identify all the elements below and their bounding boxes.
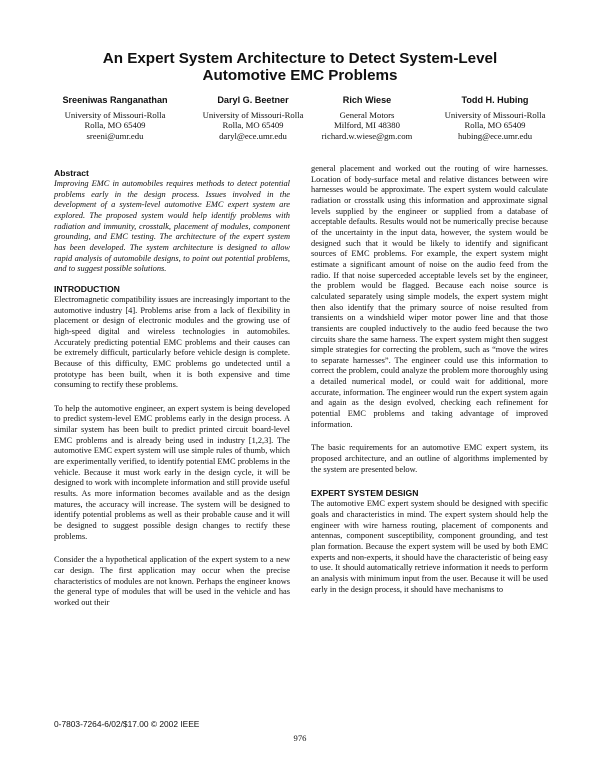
intro-paragraph: Consider the a hypothetical application of the expert system to a new car design. The first application may occur when the precise characteristics of modules are not known. Perhaps the engineer knows the general type of modules that will be used in the vehicle and has worked out their (54, 555, 290, 607)
author-email[interactable]: daryl@ece.umr.edu (219, 131, 287, 142)
author-name: Rich Wiese (342, 95, 392, 105)
author-affiliation: University of Missouri-Rolla (202, 109, 304, 120)
author-address: Milford, MI 48380 (334, 120, 400, 131)
section-heading: EXPERT SYSTEM DESIGN (311, 488, 419, 499)
author-address: Rolla, MO 65409 (84, 120, 146, 131)
abstract-heading: Abstract (54, 168, 89, 178)
introduction-heading: INTRODUCTION (54, 283, 120, 294)
author-email[interactable]: sreeni@umr.edu (86, 131, 144, 142)
author-block (40, 95, 190, 142)
right-column (311, 164, 548, 595)
author-affiliation: University of Missouri-Rolla (64, 109, 166, 120)
intro-paragraph: Electromagnetic compatibility issues are increasingly important to the automotive industry [4]. Problems arise from a lack of flexibility in placement or design of electronic modules and the growing use of high-speed digital and wireless technologies in automobiles. Accurately predicting potential EMC problems and their causes can be extremely difficult, particularly before vehicle design is complete. Because of this difficulty, EMC problems go undetected until a prototype has been built, when it is both expensive and time consuming to rectify these problems. (54, 294, 290, 390)
title-line-2: Automotive EMC Problems (202, 67, 398, 84)
author-name: Todd H. Hubing (461, 95, 529, 105)
abstract-text: Improving EMC in automobiles requires methods to detect potential problems early in the design process. Issues involved in the development of a system-level automotive EMC expert system are explored. The proposed system would help identify problems with radiation and immunity, crosstalk, placement of modules, component grounding, and EMC testing. The architecture of the expert system has been developed. The system architecture is designed to allow rapid analysis of automobile designs, to point out potential problems, and to suggest possible solutions. (54, 179, 290, 274)
author-affiliation: General Motors (339, 109, 395, 120)
author-name: Daryl G. Beetner (217, 95, 289, 105)
body-paragraph: The automotive EMC expert system should be designed with specific goals and characteristics in mind. The expert system should help the engineer with wire harness routing, placement of components and antennas, component susceptibility, component grounding, and test plan formation. Because the expert system will be used by both EMC experts and non-experts, it should have the characteristic of being easy to use. It should automatically retrieve information it needs to perform an analysis with minimum input from the user. Because it will be used early in the design process, it should have mechanisms to (311, 499, 548, 594)
author-name: Sreeniwas Ranganathan (62, 95, 168, 105)
author-address: Rolla, MO 65409 (464, 120, 526, 131)
paper-title (40, 50, 560, 84)
copyright-notice: 0-7803-7264-6/02/$17.00 © 2002 IEEE (54, 719, 200, 729)
body-paragraph: general placement and worked out the routing of wire harnesses. Location of body-surface metal and relative distances between wire harnesses would be approximate. The expert system would calculate radiation or crosstalk using this information and approximate signal levels supplied by the engineer or supplied from a database of acceptable defaults. Results would not be numerically precise because of the uncertainty in the input data, however, the system would be designed such that it would be likely to identify and significant sources of EMC problems. For example, the expert system might estimate a significant amount of noise on the audio feed from the radio. If that noise superceded acceptable levels set by the engineer, the problem would be flagged. Because each noise source is calculated separately using simple models, the expert system might then also identify that the primary source of noise resulted from transients on a windshield wiper motor power line and that those transients are coupled inductively to the audio feed because the two circuits share the same harness. The expert system might then suggest simple strategies for correcting the problem, such as “move the wires to separate harnesses”. The engineer could use this information to correct the problem, could analyze the problem more thoroughly using a detailed numerical model, or could wait for additional, more accurate, information. The engineer would run the expert system again and again as the design evolved, checking each refinement for potential EMC problems and taking advantage of improved information. (311, 164, 548, 429)
intro-paragraph: To help the automotive engineer, an expert system is being developed to predict system-level EMC problems early in the design process. A similar system has been built to predict printed circuit board-level EMC problems and is already being used in industry [1,2,3]. The automotive EMC expert system will use simple rules of thumb, which are experimentally verified, to identify potential EMC problems in the vehicle. Because it must work early in the design cycle, it will be designed to work with incomplete information and still provide useful results. As more information becomes available and as the design matures, the accuracy will increase. The system will be designed to identify potential problems as well as their probable cause and it will be designed to suggest possible design changes to rectify these problems. (54, 403, 290, 541)
page-number: 976 (293, 733, 307, 743)
author-email[interactable]: hubing@ece.umr.edu (457, 131, 533, 142)
body-paragraph: The basic requirements for an automotive EMC expert system, its proposed architecture, and an outline of algorithms implemented by the system are presented below. (311, 443, 548, 474)
author-affiliation: University of Missouri-Rolla (444, 109, 546, 120)
author-address: Rolla, MO 65409 (222, 120, 284, 131)
author-block (420, 95, 570, 142)
title-line-1: An Expert System Architecture to Detect System-Level (102, 50, 498, 67)
left-column (54, 168, 290, 609)
author-email[interactable]: richard.w.wiese@gm.com (321, 131, 413, 142)
